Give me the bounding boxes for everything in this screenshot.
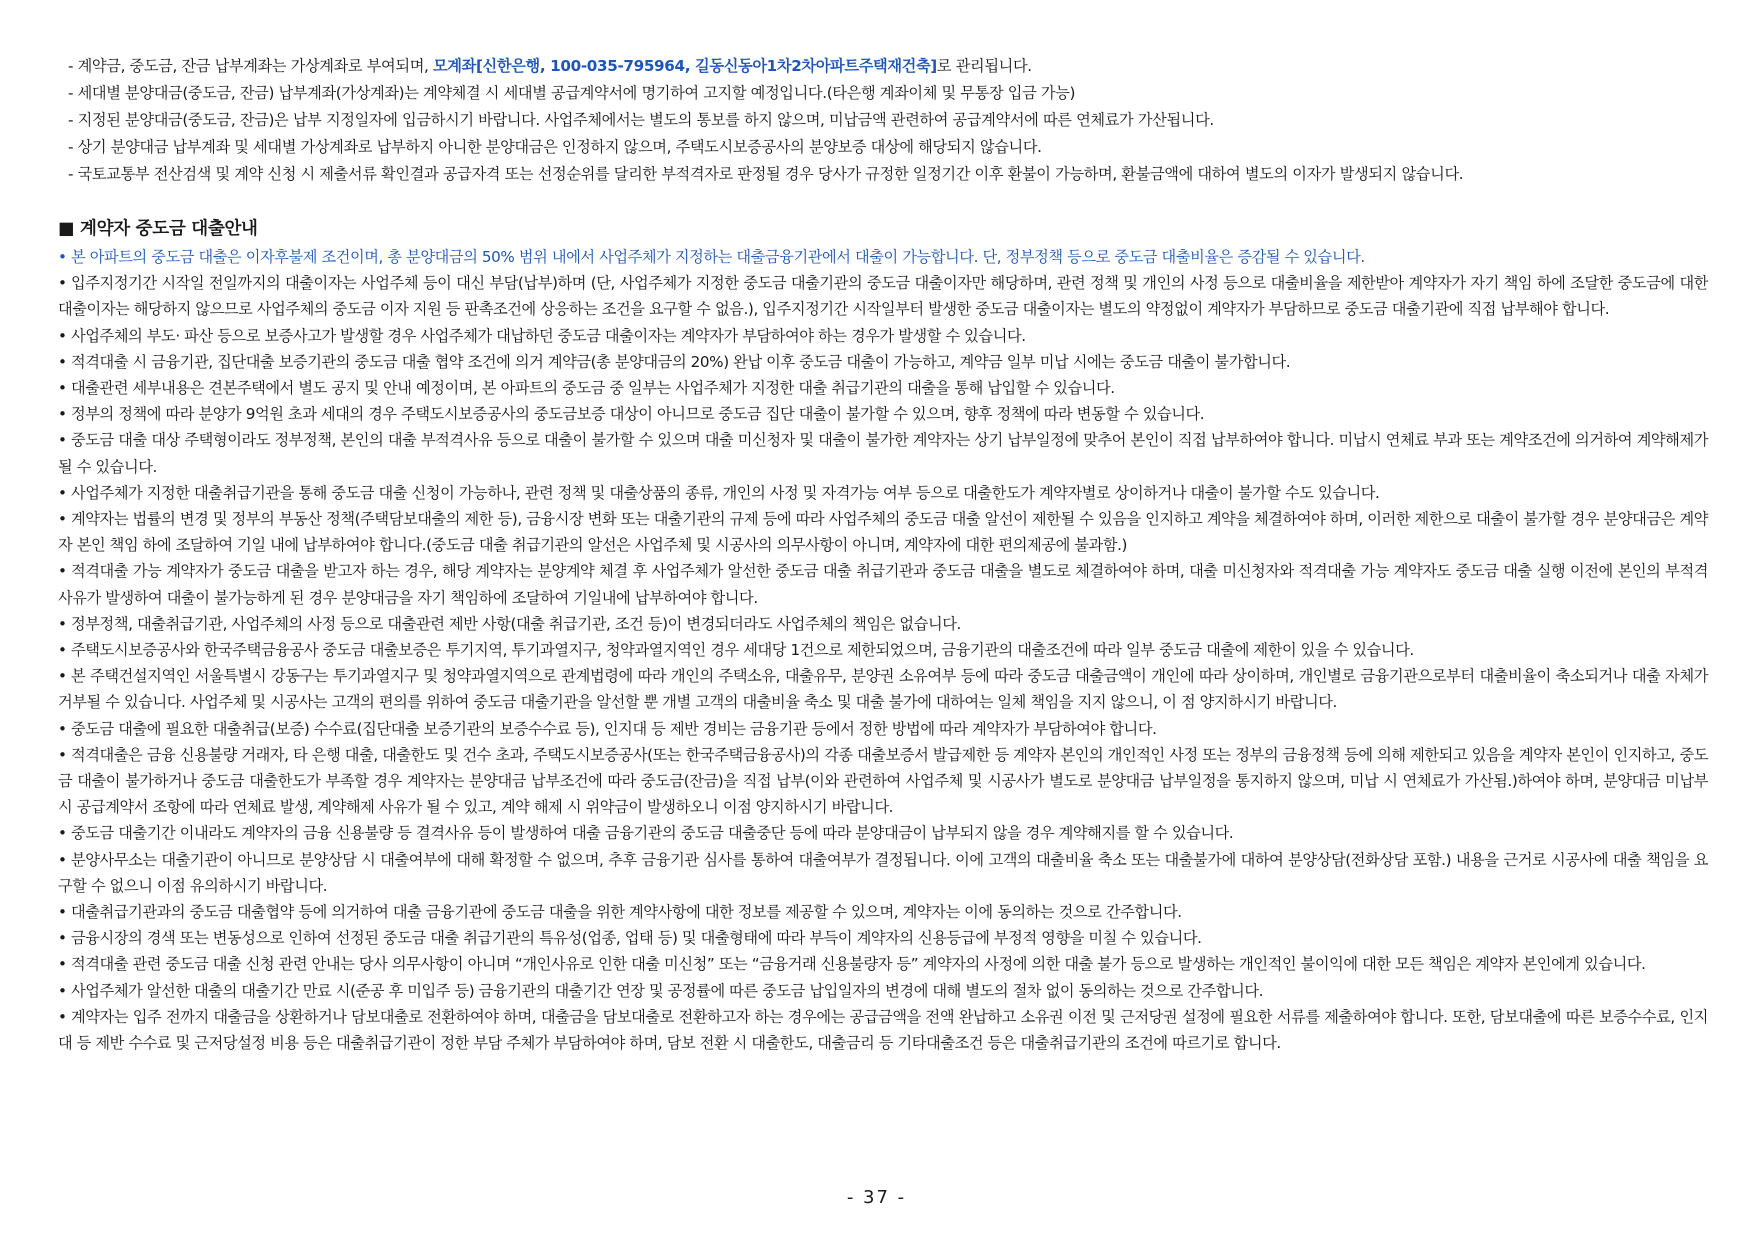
loan-guide-item: [58, 951, 1708, 977]
loan-guide-item: [58, 716, 1708, 742]
loan-guide-text: 대출취급기관과의 중도금 대출협약 등에 의거하여 대출 금융기관에 중도금 대출을 위한 계약사항에 대한 정보를 제공할 수 있으며, 계약자는 이에 동의하는 것으로 간주합니다.: [71, 903, 1182, 922]
bullet-dot: •: [58, 431, 67, 450]
payment-notice-item: - 국토교통부 전산검색 및 계약 신청 시 제출서류 확인결과 공급자격 또는 선정순위를 달리한 부적격자로 판정될 경우 당사가 규정한 일정기간 이후 환불이 가능하며, 환불금액에 대하여 별도의 이자가 발생되지 않습니다.: [68, 165, 1464, 183]
bullet-dot: •: [58, 326, 67, 345]
loan-guide-item: [58, 611, 1708, 637]
payment-notice-item: - 계약금, 중도금, 잔금 납부계좌는 가상계좌로 부여되며, 모계좌[신한은행, 100-035-795964, 길동신동아1차2차아파트주택재건축]로 관리됩니다.: [68, 57, 1032, 75]
loan-guide-item: [58, 820, 1708, 846]
loan-guide-text: 대출관련 세부내용은 견본주택에서 별도 공지 및 안내 예정이며, 본 아파트의 중도금 중 일부는 사업주체가 지정한 대출 취급기관의 대출을 통해 납입할 수 있습니다.: [71, 379, 1115, 398]
loan-guide-item: [58, 637, 1708, 663]
loan-guide-text: 적격대출 시 금융기관, 집단대출 보증기관의 중도금 대출 협약 조건에 의거 계약금(총 분양대금의 20%) 완납 이후 중도금 대출이 가능하고, 계약금 일부 미납 시에는 중도금 대출이 불가합니다.: [71, 352, 1291, 371]
loan-guide-item: [58, 925, 1708, 951]
loan-guide-item: [58, 506, 1708, 558]
bullet-dot: •: [58, 981, 67, 1000]
loan-guide-item: [58, 323, 1708, 349]
bullet-dot: •: [58, 929, 67, 948]
loan-guide-text: 사업주체가 알선한 대출의 대출기간 만료 시(준공 후 미입주 등) 금융기관의 대출기간 연장 및 공정률에 따른 중도금 납입일자의 변경에 대해 별도의 절차 없이 동의하는 것으로 간주합니다.: [71, 981, 1264, 1000]
loan-guide-text: 금융시장의 경색 또는 변동성으로 인하여 선정된 중도금 대출 취급기관의 특유성(업종, 업태 등) 및 대출형태에 따라 부득이 계약자의 신용등급에 부정적 영향을 미칠 수 있습니다.: [71, 929, 1202, 948]
loan-guide-item: [58, 899, 1708, 925]
bullet-dot: •: [58, 719, 67, 738]
loan-guide-text: 분양사무소는 대출기관이 아니므로 분양상담 시 대출여부에 대해 확정할 수 없으며, 추후 금융기관 심사를 통하여 대출여부가 결정됩니다. 이에 고객의 대출비율 축소 또는 대출불가에 대하여 분양상담(전화상담 포함.) 내용을 근거로 시공사에 대출 책임을 요구할 수 없으니 이점 유의하시기 바랍니다.: [58, 850, 1708, 895]
bullet-dot: •: [58, 510, 67, 529]
payment-notice-item: - 상기 분양대금 납부계좌 및 세대별 가상계좌로 납부하지 아니한 분양대금은 인정하지 않으며, 주택도시보증공사의 분양보증 대상에 해당되지 않습니다.: [68, 138, 1042, 156]
bullet-dot: •: [58, 614, 67, 633]
bullet-dot: •: [58, 903, 67, 922]
bullet-dot: •: [58, 1007, 67, 1026]
loan-guide-text: 사업주체가 지정한 대출취급기관을 통해 중도금 대출 신청이 가능하나, 관련 정책 및 대출상품의 종류, 개인의 사정 및 자격가능 여부 등으로 대출한도가 계약자별로 상이하거나 대출이 불가할 수도 있습니다.: [71, 483, 1380, 502]
loan-guide-item: [58, 847, 1708, 899]
section-title: ■ 계약자 중도금 대출안내: [58, 219, 258, 239]
loan-guide-item: [58, 375, 1708, 401]
bullet-dot: •: [58, 745, 67, 764]
loan-guide-item: [58, 742, 1708, 821]
loan-guide-item: [58, 1004, 1708, 1056]
loan-guide-text: 계약자는 법률의 변경 및 정부의 부동산 정책(주택담보대출의 제한 등), 금융시장 변화 또는 대출기관의 규제 등에 따라 사업주체의 중도금 대출 알선이 제한될 수 있음을 인지하고 계약을 체결하여야 하며, 이러한 제한으로 대출이 불가할 경우 분양대금은 계약자 본인 책임 하에 조달하여 기일 내에 납부하여야 합니다.(중도금 대출 취급기관의 알선은 사업주체 및 시공사의 의무사항이 아니며, 계약자에 대한 편의제공에 불과함.): [58, 510, 1708, 555]
loan-guide-text: 적격대출은 금융 신용불량 거래자, 타 은행 대출, 대출한도 및 건수 초과, 주택도시보증공사(또는 한국주택금융공사)의 각종 대출보증서 발급제한 등 계약자 본인의 개인적인 사정 또는 정부의 금융정책 등에 의해 제한되고 있음을 계약자 본인이 인지하고, 중도금 대출이 불가하거나 중도금 대출한도가 부족할 경우 계약자는 분양대금 납부조건에 따라 중도금(잔금)을 직접 납부(이와 관련하여 사업주체 및 시공사가 별도로 분양대금 납부일정을 통지하지 않으며, 미납 시 연체료가 가산됨.)하여야 하며, 분양대금 미납부 시 공급계약서 조항에 따라 연체료 발생, 계약해제 사유가 될 수 있고, 계약 해제 시 위약금이 발생하오니 이점 양지하시기 바랍니다.: [58, 745, 1708, 817]
loan-guide-text: 본 주택건설지역인 서울특별시 강동구는 투기과열지구 및 청약과열지역으로 관계법령에 따라 개인의 주택소유, 대출유무, 분양권 소유여부 등에 따라 중도금 대출금액이 개인에 따라 상이하며, 개인별로 금융기관으로부터 대출비율이 축소되거나 대출 자체가 거부될 수 있습니다. 사업주체 및 시공사는 고객의 편의를 위하여 중도금 대출기관을 알선할 뿐 개별 고객의 대출비율 축소 및 대출 불가에 대하여는 일체 책임을 지지 않으니, 이 점 양지하시기 바랍니다.: [58, 667, 1708, 712]
loan-guide-list: [58, 244, 1708, 1056]
loan-guide-item: [58, 978, 1708, 1004]
loan-guide-text: 본 아파트의 중도금 대출은 이자후불제 조건이며, 총 분양대금의 50% 범위 내에서 사업주체가 지정하는 대출금융기관에서 대출이 가능합니다. 단, 정부정책 등으로 중도금 대출비율은 증감될 수 있습니다.: [71, 248, 1365, 266]
loan-guide-item: [58, 401, 1708, 427]
bullet-dot: •: [58, 850, 67, 869]
bullet-dot: •: [58, 955, 67, 974]
bullet-dot: •: [58, 274, 67, 293]
loan-guide-item: [58, 480, 1708, 506]
loan-guide-text: 계약자는 입주 전까지 대출금을 상환하거나 담보대출로 전환하여야 하며, 대출금을 담보대출로 전환하고자 하는 경우에는 공급금액을 전액 완납하고 소유권 이전 및 근저당권 설정에 필요한 서류를 제출하여야 합니다. 또한, 담보대출에 따른 보증수수료, 인지대 등 제반 수수료 및 근저당설정 비용 등은 대출취급기관이 정한 부담 주체가 부담하여야 하며, 담보 전환 시 대출한도, 대출금리 등 기타대출조건 등은 대출취급기관의 조건에 따르기로 합니다.: [58, 1007, 1708, 1053]
loan-guide-item: [58, 270, 1708, 322]
loan-guide-text: 사업주체의 부도· 파산 등으로 보증사고가 발생할 경우 사업주체가 대납하던 중도금 대출이자는 계약자가 부담하여야 하는 경우가 발생할 수 있습니다.: [71, 326, 1026, 345]
loan-guide-item: [58, 349, 1708, 375]
loan-guide-text: 입주지정기간 시작일 전일까지의 대출이자는 사업주체 등이 대신 부담(납부)하며 (단, 사업주체가 지정한 중도금 대출기관의 중도금 대출이자만 해당하며, 관련 정책 및 개인의 사정 등으로 대출비율을 제한받아 계약자가 자기 책임 하에 조달한 중도금에 대한 대출이자는 해당하지 않으므로 사업주체의 중도금 이자 지원 등 판촉조건에 상응하는 조건을 요구할 수 없음.), 입주지정기간 시작일부터 발생한 중도금 대출이자는 별도의 약정없이 계약자가 부담하므로 중도금 대출기관에 직접 납부해야 합니다.: [58, 274, 1708, 319]
loan-guide-text: 중도금 대출기간 이내라도 계약자의 금융 신용불량 등 결격사유 등이 발생하여 대출 금융기관의 중도금 대출중단 등에 따라 분양대금이 납부되지 않을 경우 계약해지를 할 수 있습니다.: [71, 824, 1234, 843]
bullet-dot: •: [58, 667, 67, 686]
loan-guide-text: 중도금 대출에 필요한 대출취급(보증) 수수료(집단대출 보증기관의 보증수수료 등), 인지대 등 제반 경비는 금융기관 등에서 정한 방법에 따라 계약자가 부담하여야 합니다.: [71, 719, 1157, 738]
loan-guide-item: [58, 663, 1708, 715]
bullet-dot: •: [58, 483, 67, 502]
bullet-dot: •: [58, 379, 67, 398]
loan-guide-text: 정부정책, 대출취급기관, 사업주체의 사정 등으로 대출관련 제반 사항(대출 취급기관, 조건 등)이 변경되더라도 사업주체의 책임은 없습니다.: [71, 614, 961, 633]
loan-guide-item: [58, 558, 1708, 610]
bullet-dot: •: [58, 641, 67, 660]
loan-guide-text: 정부의 정책에 따라 분양가 9억원 초과 세대의 경우 주택도시보증공사의 중도금보증 대상이 아니므로 중도금 집단 대출이 불가할 수 있으며, 향후 정책에 따라 변동할 수 있습니다.: [71, 405, 1205, 424]
payment-notice-list: [68, 53, 1708, 188]
payment-notice-item: - 세대별 분양대금(중도금, 잔금) 납부계좌(가상계좌)는 계약체결 시 세대별 공급계약서에 명기하여 고지할 예정입니다.(타은행 계좌이체 및 무통장 입금 가능): [68, 84, 1076, 102]
bullet-dot: •: [58, 405, 67, 424]
page-number: - 37 -: [846, 1187, 907, 1208]
loan-guide-text: 중도금 대출 대상 주택형이라도 정부정책, 본인의 대출 부적격사유 등으로 대출이 불가할 수 있으며 대출 미신청자 및 대출이 불가한 계약자는 상기 납부일정에 맞추어 본인이 직접 납부하여야 합니다. 미납시 연체료 부과 또는 계약조건에 의거하여 계약해제가 될 수 있습니다.: [58, 431, 1708, 476]
payment-notice-item: - 지정된 분양대금(중도금, 잔금)은 납부 지정일자에 입금하시기 바랍니다. 사업주체에서는 별도의 통보를 하지 않으며, 미납금액 관련하여 공급계약서에 따른 연체료가 가산됩니다.: [68, 111, 1214, 129]
bullet-dot: •: [58, 824, 67, 843]
bullet-dot: •: [58, 248, 67, 266]
bullet-dot: •: [58, 352, 67, 371]
bullet-dot: •: [58, 562, 67, 581]
loan-guide-text: 적격대출 관련 중도금 대출 신청 관련 안내는 당사 의무사항이 아니며 “개인사유로 인한 대출 미신청” 또는 “금융거래 신용불량자 등” 계약자의 사정에 의한 대출 불가 등으로 발생하는 개인적인 불이익에 대한 모든 책임은 계약자 본인에게 있습니다.: [71, 955, 1646, 974]
loan-guide-text: 적격대출 가능 계약자가 중도금 대출을 받고자 하는 경우, 해당 계약자는 분양계약 체결 후 사업주체가 알선한 중도금 대출 취급기관과 중도금 대출을 별도로 체결하여야 하며, 대출 미신청자와 적격대출 가능 계약자도 중도금 대출 실행 이전에 본인의 부적격 사유가 발생하여 대출이 불가능하게 된 경우 분양대금을 자기 책임하에 조달하여 기일내에 납부하여야 합니다.: [58, 562, 1708, 607]
loan-guide-item: [58, 244, 1708, 270]
account-info-highlight: 모계좌[신한은행, 100-035-795964, 길동신동아1차2차아파트주택재건축]: [432, 57, 937, 75]
loan-guide-text: 주택도시보증공사와 한국주택금융공사 중도금 대출보증은 투기지역, 투기과열지구, 청약과열지역인 경우 세대당 1건으로 제한되었으며, 금융기관의 대출조건에 따라 일부 중도금 대출에 제한이 있을 수 있습니다.: [71, 641, 1414, 660]
loan-guide-item: [58, 427, 1708, 479]
